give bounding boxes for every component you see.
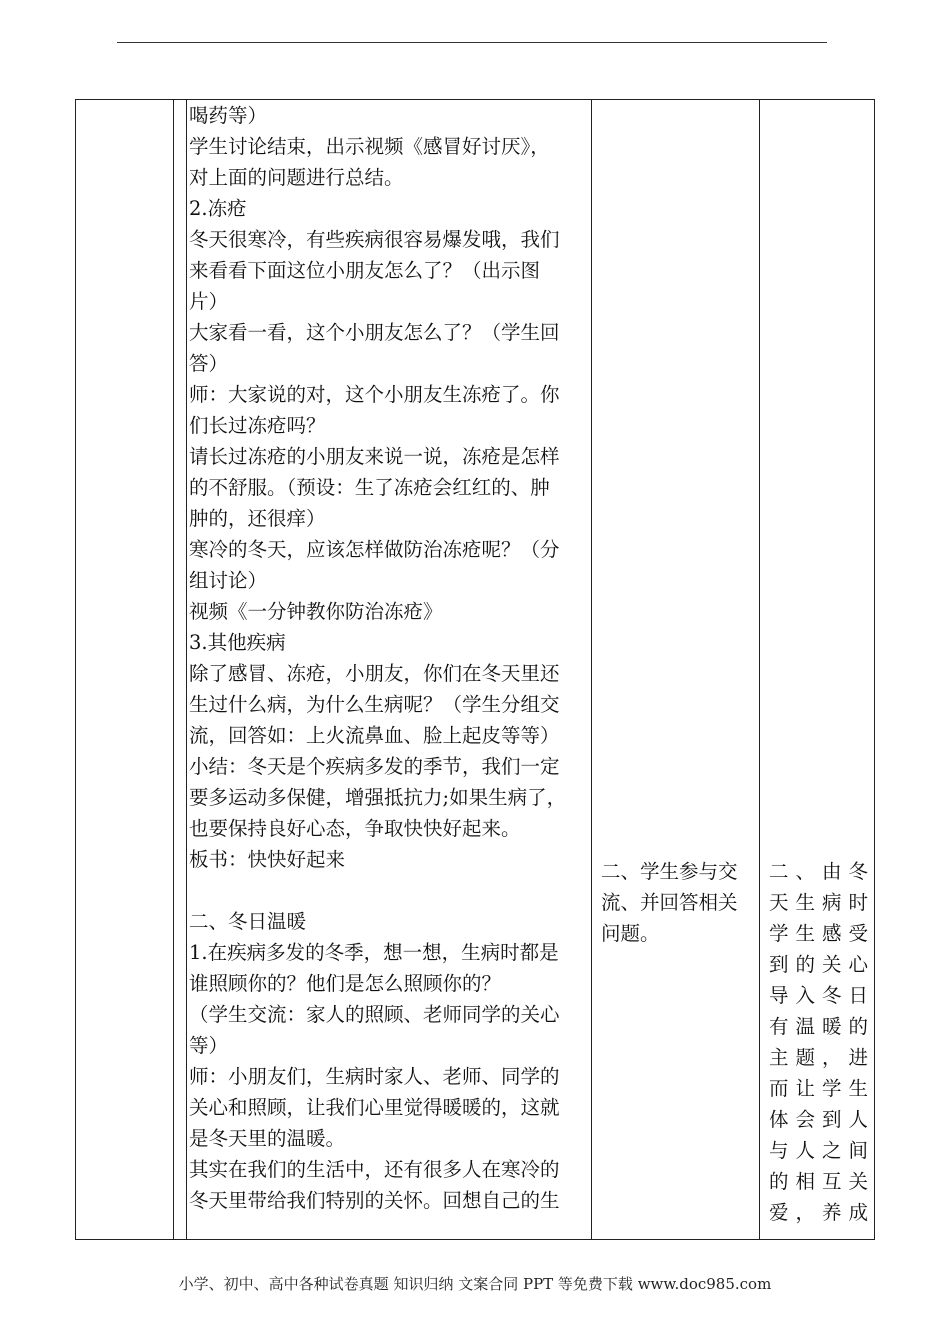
- text-line: 体会到人: [769, 1108, 868, 1131]
- text-line: 1.在疾病多发的冬季，想一想，生病时都是: [189, 941, 559, 964]
- text-line: 关心和照顾，让我们心里觉得暖暖的，这就: [189, 1096, 560, 1119]
- text-line: 小结：冬天是个疾病多发的季节，我们一定: [189, 755, 560, 778]
- text-line: 寒冷的冬天，应该怎样做防治冻疮呢？（分: [189, 538, 560, 561]
- page-footer: 小学、初中、高中各种试卷真题 知识归纳 文案合同 PPT 等免费下载 www.doc985.com: [178, 1275, 772, 1293]
- text-line: 大家看一看，这个小朋友怎么了？（学生回: [189, 321, 560, 344]
- text-line: 流、并回答相关: [601, 891, 738, 914]
- student-activity-cell: [601, 856, 751, 949]
- text-line: 天生病时: [769, 891, 868, 914]
- text-line: （学生交流：家人的照顾、老师同学的关心: [189, 1003, 560, 1026]
- text-line: 也要保持良好心态，争取快快好起来。: [189, 817, 521, 840]
- text-line: 视频《一分钟教你防治冻疮》: [189, 600, 443, 623]
- text-line: 导入冬日: [769, 984, 868, 1007]
- text-line: 的不舒服。（预设：生了冻疮会红红的、肿: [189, 476, 550, 499]
- text-line: 是冬天里的温暖。: [189, 1127, 346, 1150]
- text-line: 爱，养成: [769, 1201, 868, 1224]
- text-line: 等）: [189, 1034, 229, 1057]
- text-line: 的相互关: [769, 1170, 868, 1193]
- text-line: 到的关心: [769, 953, 868, 976]
- text-line: 生过什么病，为什么生病呢？（学生分组交: [189, 693, 560, 716]
- text-line: 冬天很寒冷，有些疾病很容易爆发哦，我们: [189, 228, 560, 251]
- text-line: 有温暖的: [769, 1015, 868, 1038]
- text-line: 肿的，还很痒）: [189, 507, 326, 530]
- column-divider: [759, 100, 760, 1239]
- text-line: 喝药等）: [189, 104, 268, 127]
- column-divider: [186, 100, 187, 1239]
- section-heading: 2.冻疮: [189, 197, 247, 220]
- text-line: 主题，进: [769, 1046, 868, 1069]
- text-line: 师：小朋友们，生病时家人、老师、同学的: [189, 1065, 560, 1088]
- text-line: 们长过冻疮吗？: [189, 414, 326, 437]
- text-line: 冬天里带给我们特别的关怀。回想自己的生: [189, 1189, 560, 1212]
- text-line: 板书：快快好起来: [189, 848, 346, 871]
- text-line: 学生讨论结束，出示视频《感冒好讨厌》，: [189, 135, 550, 158]
- text-line: 要多运动多保健，增强抵抗力;如果生病了，: [189, 786, 567, 809]
- teaching-process-cell: [189, 100, 587, 1216]
- header-rule: [117, 42, 827, 43]
- blank-line: [189, 875, 587, 906]
- text-line: 对上面的问题进行总结。: [189, 166, 404, 189]
- section-heading: 二、冬日温暖: [189, 910, 307, 933]
- text-line: 而让学生: [769, 1077, 868, 1100]
- text-line: 请长过冻疮的小朋友来说一说，冻疮是怎样: [189, 445, 560, 468]
- design-intent-cell: [769, 856, 868, 1228]
- text-line: 二、学生参与交: [601, 860, 738, 883]
- text-line: 与人之间: [769, 1139, 868, 1162]
- text-line: 学生感受: [769, 922, 868, 945]
- text-line: 答）: [189, 352, 229, 375]
- text-line: 问题。: [601, 922, 660, 945]
- text-line: 二、由冬: [769, 860, 868, 883]
- lesson-plan-table: [75, 99, 875, 1240]
- text-line: 片）: [189, 290, 229, 313]
- text-line: 其实在我们的生活中，还有很多人在寒冷的: [189, 1158, 560, 1181]
- text-line: 来看看下面这位小朋友怎么了？（出示图: [189, 259, 541, 282]
- text-line: 流，回答如：上火流鼻血、脸上起皮等等）: [189, 724, 560, 747]
- column-divider: [591, 100, 592, 1239]
- text-line: 除了感冒、冻疮，小朋友，你们在冬天里还: [189, 662, 560, 685]
- column-divider: [173, 100, 174, 1239]
- text-line: 谁照顾你的？他们是怎么照顾你的？: [189, 972, 502, 995]
- text-line: 师：大家说的对，这个小朋友生冻疮了。你: [189, 383, 560, 406]
- section-heading: 3.其他疾病: [189, 631, 286, 654]
- text-line: 组讨论）: [189, 569, 268, 592]
